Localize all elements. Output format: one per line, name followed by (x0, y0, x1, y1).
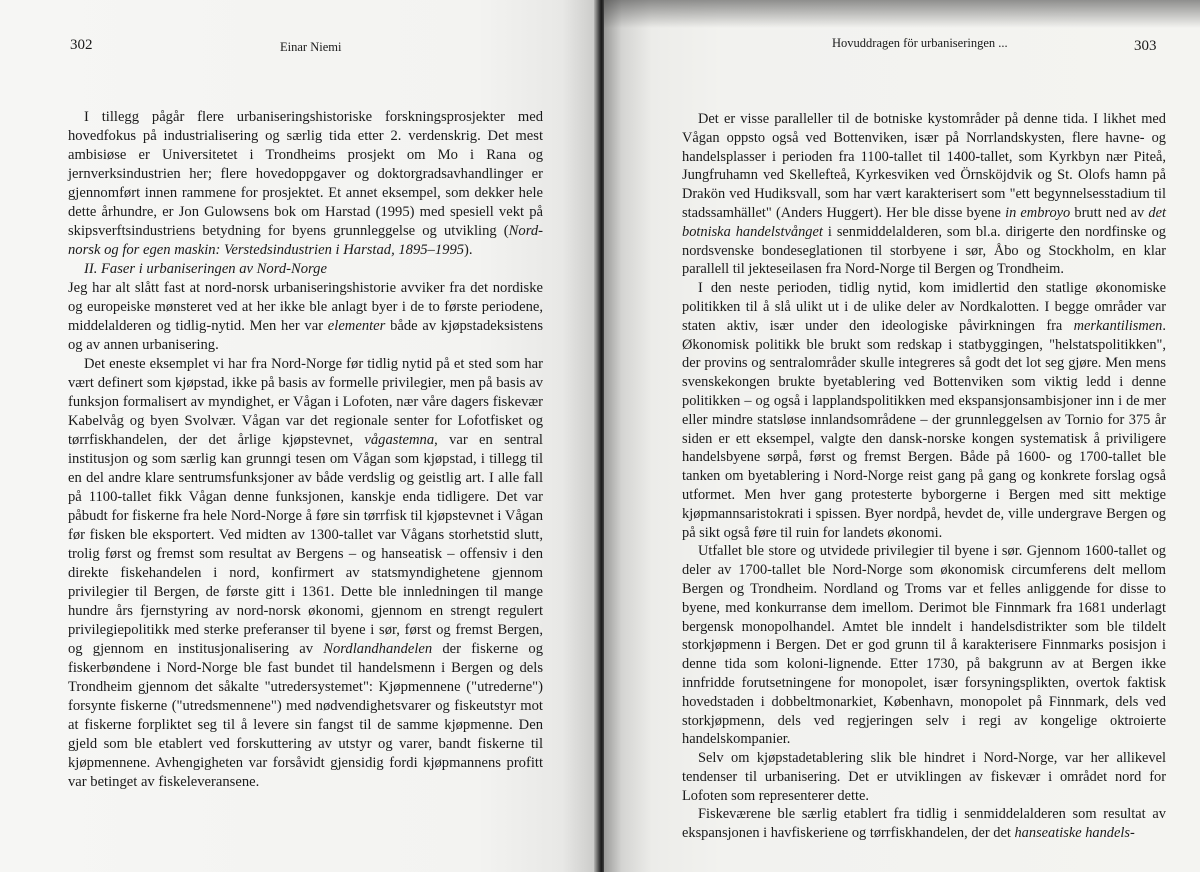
right-page (604, 0, 1200, 872)
left-page-body (68, 108, 543, 792)
page-shadow (604, 0, 1200, 28)
running-head: Einar Niemi (280, 40, 342, 54)
right-page-body (682, 110, 1166, 843)
page-number: 302 (70, 37, 93, 53)
paragraph: Fiskeværene ble særlig etablert fra tidlig i senmiddelalderen som resultat av ekspansjonen i havfiskeriene og tørrfiskhandelen, der det hanseatiske handels- (682, 806, 1166, 842)
paragraph: Jeg har alt slått fast at nord-norsk urbaniseringshistorie avviker fra det nordiske og europeiske mønsteret ved at her ikke ble anlagt byer i de to første periodene, middelalderen og tidlig-nytid. Men her var elementer både av kjøpstadeksistens og av annen urbanisering. (68, 280, 544, 353)
paragraph: I den neste perioden, tidlig nytid, kom imidlertid den statlige økonomiske politikken til å slå ulikt ut i de ulike deler av Nordkalotten. I begge områder var staten aktiv, især under den ideologiske påvirkningen fra merkantilismen. Økonomisk politikk ble brukt som redskap i statbyggingen, "helstatspolitikken", der provins og sentralområder skulle integreres så godt det lot seg gjøre. Men mens svenskekongen brukte byetablering ved Bottenviken som viktig ledd i denne politikken – og også i lapplandspolitikken med ekspansjonsambisjoner inn i de mer eller mindre statsløse innlandsområdene – der grunnleggelsen av Tornio for 375 år siden er ett eksempel, valgte den dansk-norske kongen systematisk å priviligere handelsbyene sørpå, først og fremst Bergen. Både på 1600- og 1700-tallet ble tanken om byetablering i Nord-Norge reist gang på gang og konkrete forslag også utformet. Men hver gang protesterte byborgerne i Bergen med sitt mektige kjøpmannsaristokrati i spissen. Byer nordpå, hevdet de, ville undergrave Bergen og på sikt også føre til ruin for landets økonomi. (682, 280, 1166, 541)
paragraph: I tillegg pågår flere urbaniseringshistoriske forskningsprosjekter med hovedfokus på industrialisering og særlig tida etter 2. verdenskrig. Det mest ambisiøse er Universitetet i Trondheims prosjekt om Mo i Rana og jernverksindustrien her; flere hovedoppgaver og doktorgradsavhandlinger er gjennomført innen rammene for prosjektet. Et annet eksempel, som dekker hele dette århundre, er Jon Gulowsens bok om Harstad (1995) med spesiell vekt på skipsverftsindustriens betydning for byens grunnleggelse og utvikling (Nord-norsk og for egen maskin: Verstedsindustrien i Harstad, 1895–1995). (68, 109, 543, 258)
left-page (0, 0, 598, 872)
running-head: Hovuddragen för urbaniseringen ... (832, 36, 1008, 50)
page-number: 303 (1134, 38, 1157, 54)
paragraph: Utfallet ble store og utvidede privilegier til byene i sør. Gjennom 1600-tallet og deler av 1700-tallet ble Nord-Norge som økonomisk circumferens delt mellom Bergen og Trondheim. Nordland og Troms var et felles anliggende for disse to byene, med konkurranse dem imellom. Derimot ble Finnmark fra 1681 underlagt bergensk monopolhandel. Amtet ble inndelt i handelsdistrikter som ble tildelt storkjøpmenn i Bergen. Det er god grunn til å karakterisere Finnmarks posisjon i denne tida som koloni-lignende. Etter 1730, på bakgrunn av at Bergen ikke innfridde forutsetningene for monopolet, især forsyningsplikten, overtok faktisk hovedstaden i dobbeltmonarkiet, København, monopolet på Finnmark, dels ved storkjøpmenn, dels ved regjeringen selv i regi av kongelige oktroierte handelskompanier. (682, 543, 1166, 748)
paragraph: Det er visse paralleller til de botniske kystområder på denne tida. I likhet med Vågan oppsto også ved Bottenviken, især på Norrlandskysten, flere havne- og handelsplasser i perioden fra 1100-tallet til 1400-tallet, som Kyrkbyn nær Piteå, Jungfruhamn ved Skellefteå, Kyrkesviken ved Örnsköjdvik og St. Olofs hamn på Drakön ved Hudiksvall, som har vært karakterisert som "ett begynnelsesstadium til stadssamhället" (Anders Huggert). Her ble disse byene in embroyo brutt ned av det botniska handelstvånget i senmiddelalderen, som bl.a. dirigerte den nordfinske og nordsvenske bondeseglationen til storbyene i sør, Åbo og Stockholm, en klar parallell til jekteseilasen fra Nord-Norge til Bergen og Trondheim. (682, 111, 1166, 278)
paragraph: Selv om kjøpstadetablering slik ble hindret i Nord-Norge, var her allikevel tendenser til urbanisering. Det er utviklingen av fiskevær i området nord for Lofoten som representerer dette. (682, 750, 1166, 804)
paragraph: Det eneste eksemplet vi har fra Nord-Norge før tidlig nytid på et sted som har vært definert som kjøpstad, ikke på basis av formelle privilegier, men på basis av funksjon formalisert av myndighet, er Vågan i Lofoten, nær våre dagers fiskevær Kabelvåg og byen Svolvær. Vågan var det regionale senter for Lofotfisket og tørrfiskhandelen, der det årlige kjøpstevnet, vågastemna, var en sentral institusjon og som særlig kan grunngi tesen om Vågan som kjøpstad, i tillegg til en del andre klare sentrumsfunksjoner av både verdslig og geistlig art. I alle fall på 1100-tallet fikk Vågan denne funksjonen, kanskje enda tidligere. Det var påbudt for fiskerne fra hele Nord-Norge å føre sin tørrfisk til kjøpstevnet i Vågan før fisken ble eksportert. Ved midten av 1300-tallet var Vågans storhetstid slutt, trolig først og fremst som resultat av Bergens – og hanseatisk – offensiv i den direkte fiskehandelen i nord, konfirmert av statsmyndighetene gjennom privilegier til Bergen, de første gitt i 1361. Dette ble innledningen til mange hundre års fjernstyring av nord-norsk økonomi, gjennom en strengt regulert privilegiepolitikk med sterke preferanser til byene i sør, først og fremst Bergen, og gjennom en institusjonalisering av Nordlandhandelen der fiskerne og fiskerbøndene i Nord-Norge ble fast bundet til handelsmenn i Bergen og dels Trondheim gjennom det såkalte "utredersystemet": Kjøpmennene ("utrederne") forsynte fiskerne ("utredsmennene") med nødvendighetsvarer og fiskeutstyr mot at fiskerne forpliktet seg til å levere sin fangst til de samme kjøpmenne. Den gjeld som ble etablert ved forskuttering av utstyr og varer, bandt fiskerne til kjøpmennene. Avhengigheten var forsåvidt gjensidig fordi kjøpmannens profitt var betinget av fiskeleveransene. (68, 356, 543, 790)
section-heading: II. Faser i urbaniseringen av Nord-Norge (84, 261, 327, 277)
